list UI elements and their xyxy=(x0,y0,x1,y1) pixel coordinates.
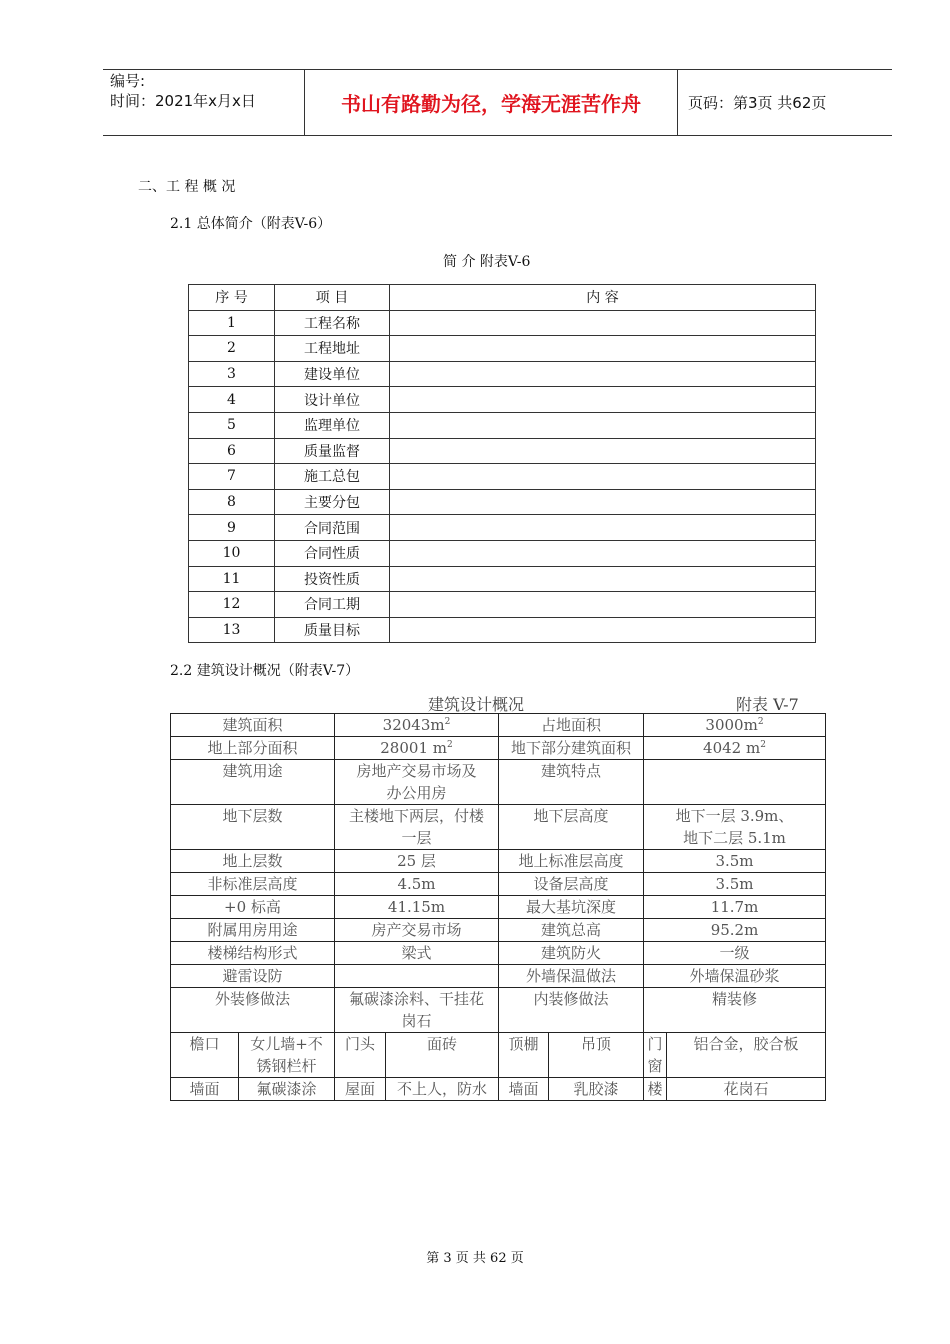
cell: 房产交易市场 xyxy=(335,919,499,942)
cell: 主楼地下两层，付楼 一层 xyxy=(335,805,499,850)
section-title: 二、工 程 概 况 xyxy=(138,179,236,195)
cell: 占地面积 xyxy=(499,714,644,737)
table-cell: 合同工期 xyxy=(275,592,390,618)
cell: 41.15m xyxy=(335,896,499,919)
table-cell xyxy=(390,566,816,592)
cell: +0 标高 xyxy=(171,896,335,919)
cell: 内装修做法 xyxy=(499,988,644,1033)
table-header-row xyxy=(189,285,816,311)
cell: 面砖 xyxy=(386,1033,499,1078)
table-cell: 11 xyxy=(189,566,275,592)
table-row xyxy=(171,873,826,896)
design-table xyxy=(170,713,826,1101)
cell: 一级 xyxy=(644,942,826,965)
date-label: 时间：2021年x月x日 xyxy=(110,92,256,110)
table-cell: 3 xyxy=(189,361,275,387)
cell: 地下层数 xyxy=(171,805,335,850)
cell: 顶棚 xyxy=(499,1033,549,1078)
cell: 非标准层高度 xyxy=(171,873,335,896)
cell: 门 窗 xyxy=(644,1033,667,1078)
table-row xyxy=(189,566,816,592)
cell xyxy=(335,965,499,988)
table-cell xyxy=(390,336,816,362)
cell: 精装修 xyxy=(644,988,826,1033)
header-motto: 书山有路勤为径，学海无涯苦作舟 xyxy=(341,92,641,116)
table-cell xyxy=(390,592,816,618)
table-cell xyxy=(390,310,816,336)
table-cell: 2 xyxy=(189,336,275,362)
header-page-label: 页码：第3页 共62页 xyxy=(688,94,827,112)
cell: 墙面 xyxy=(499,1078,549,1101)
table-cell: 13 xyxy=(189,617,275,643)
header-cell: 序 号 xyxy=(189,285,275,311)
cell: 楼梯结构形式 xyxy=(171,942,335,965)
cell: 最大基坑深度 xyxy=(499,896,644,919)
cell: 4.5m xyxy=(335,873,499,896)
table-cell: 建设单位 xyxy=(275,361,390,387)
subsection-2-2: 2.2 建筑设计概况（附表V-7） xyxy=(170,663,360,679)
cell: 不上人，防水 xyxy=(386,1078,499,1101)
cell: 铝合金，胶合板 xyxy=(667,1033,826,1078)
cell: 3.5m xyxy=(644,850,826,873)
cell: $3000m^2$ xyxy=(644,714,826,737)
cell: 地下层高度 xyxy=(499,805,644,850)
cell: 地上部分面积 xyxy=(171,737,335,760)
cell: 外装修做法 xyxy=(171,988,335,1033)
table-cell: 5 xyxy=(189,412,275,438)
table-cell xyxy=(390,617,816,643)
table1-caption: 简 介 附表V-6 xyxy=(443,254,531,270)
cell: 地上层数 xyxy=(171,850,335,873)
cell: 墙面 xyxy=(171,1078,239,1101)
cell: 氟碳漆涂料、干挂花 岗石 xyxy=(335,988,499,1033)
table-cell: 4 xyxy=(189,387,275,413)
page-footer: 第 3 页 共 62 页 xyxy=(426,1251,524,1266)
cell: 吊顶 xyxy=(549,1033,644,1078)
table-cell xyxy=(390,412,816,438)
cell xyxy=(644,760,826,805)
cell: 女儿墙+不 锈钢栏杆 xyxy=(239,1033,335,1078)
cell: 4042 $m^2$ xyxy=(644,737,826,760)
header-bottom-rule xyxy=(103,135,892,136)
cell: 门头 xyxy=(335,1033,386,1078)
table-cell: 质量目标 xyxy=(275,617,390,643)
cell: 楼 xyxy=(644,1078,667,1101)
table-cell xyxy=(390,464,816,490)
table-cell xyxy=(390,387,816,413)
cell: 95.2m xyxy=(644,919,826,942)
header-cell: 内 容 xyxy=(390,285,816,311)
table-row xyxy=(189,515,816,541)
table-row xyxy=(171,942,826,965)
table-row xyxy=(171,896,826,919)
table-cell: 12 xyxy=(189,592,275,618)
table-row xyxy=(171,1033,826,1078)
table-cell: 9 xyxy=(189,515,275,541)
cell: 地下一层 3.9m、 地下二层 5.1m xyxy=(644,805,826,850)
cell: 3.5m xyxy=(644,873,826,896)
table-cell: 6 xyxy=(189,438,275,464)
table-cell: 合同范围 xyxy=(275,515,390,541)
table-cell: 10 xyxy=(189,540,275,566)
table-row xyxy=(171,737,826,760)
table-cell: 施工总包 xyxy=(275,464,390,490)
table-row xyxy=(189,464,816,490)
table-row xyxy=(171,805,826,850)
cell: 25 层 xyxy=(335,850,499,873)
table-cell xyxy=(390,489,816,515)
cell: 11.7m xyxy=(644,896,826,919)
table-row xyxy=(171,714,826,737)
table-row xyxy=(171,1078,826,1101)
cell: 建筑用途 xyxy=(171,760,335,805)
table-row xyxy=(189,361,816,387)
table2-tag: 附表 V-7 xyxy=(736,695,799,714)
cell: 附属用房用途 xyxy=(171,919,335,942)
cell: 建筑面积 xyxy=(171,714,335,737)
table-row xyxy=(189,438,816,464)
table-row xyxy=(171,760,826,805)
cell: 建筑总高 xyxy=(499,919,644,942)
table-cell xyxy=(390,361,816,387)
cell: 避雷设防 xyxy=(171,965,335,988)
subsection-2-1: 2.1 总体简介（附表V-6） xyxy=(170,216,332,232)
cell: 屋面 xyxy=(335,1078,386,1101)
table-row xyxy=(171,965,826,988)
table-row xyxy=(189,592,816,618)
header-cell: 项 目 xyxy=(275,285,390,311)
table-row xyxy=(171,988,826,1033)
cell: 檐口 xyxy=(171,1033,239,1078)
table-cell xyxy=(390,540,816,566)
table-row xyxy=(171,919,826,942)
cell: 外墙保温砂浆 xyxy=(644,965,826,988)
table-cell: 8 xyxy=(189,489,275,515)
table-cell: 7 xyxy=(189,464,275,490)
table2-title: 建筑设计概况 xyxy=(428,695,525,714)
cell: 花岗石 xyxy=(667,1078,826,1101)
cell: 建筑防火 xyxy=(499,942,644,965)
table-cell: 工程名称 xyxy=(275,310,390,336)
cell: 乳胶漆 xyxy=(549,1078,644,1101)
table-cell: 监理单位 xyxy=(275,412,390,438)
header-top-rule xyxy=(103,69,892,70)
table-cell: 主要分包 xyxy=(275,489,390,515)
cell: 地上标准层高度 xyxy=(499,850,644,873)
summary-table xyxy=(188,284,816,643)
cell: 梁式 xyxy=(335,942,499,965)
table-row xyxy=(189,387,816,413)
table-cell: 质量监督 xyxy=(275,438,390,464)
number-label: 编号: xyxy=(110,72,146,90)
header-divider-right xyxy=(677,69,678,136)
table-row xyxy=(189,336,816,362)
table-row xyxy=(189,310,816,336)
cell: 地下部分建筑面积 xyxy=(499,737,644,760)
table-row xyxy=(189,617,816,643)
table-row xyxy=(189,540,816,566)
cell: 建筑特点 xyxy=(499,760,644,805)
table-cell xyxy=(390,515,816,541)
cell: 28001 $m^2$ xyxy=(335,737,499,760)
table-cell: 工程地址 xyxy=(275,336,390,362)
table-cell: 设计单位 xyxy=(275,387,390,413)
cell: $32043m^2$ xyxy=(335,714,499,737)
table-cell: 合同性质 xyxy=(275,540,390,566)
table-row xyxy=(171,850,826,873)
table-cell: 投资性质 xyxy=(275,566,390,592)
cell: 氟碳漆涂 xyxy=(239,1078,335,1101)
cell: 外墙保温做法 xyxy=(499,965,644,988)
table-row xyxy=(189,412,816,438)
table-cell xyxy=(390,438,816,464)
table-cell: 1 xyxy=(189,310,275,336)
header-meta xyxy=(110,71,256,111)
cell: 设备层高度 xyxy=(499,873,644,896)
cell: 房地产交易市场及 办公用房 xyxy=(335,760,499,805)
table-row xyxy=(189,489,816,515)
